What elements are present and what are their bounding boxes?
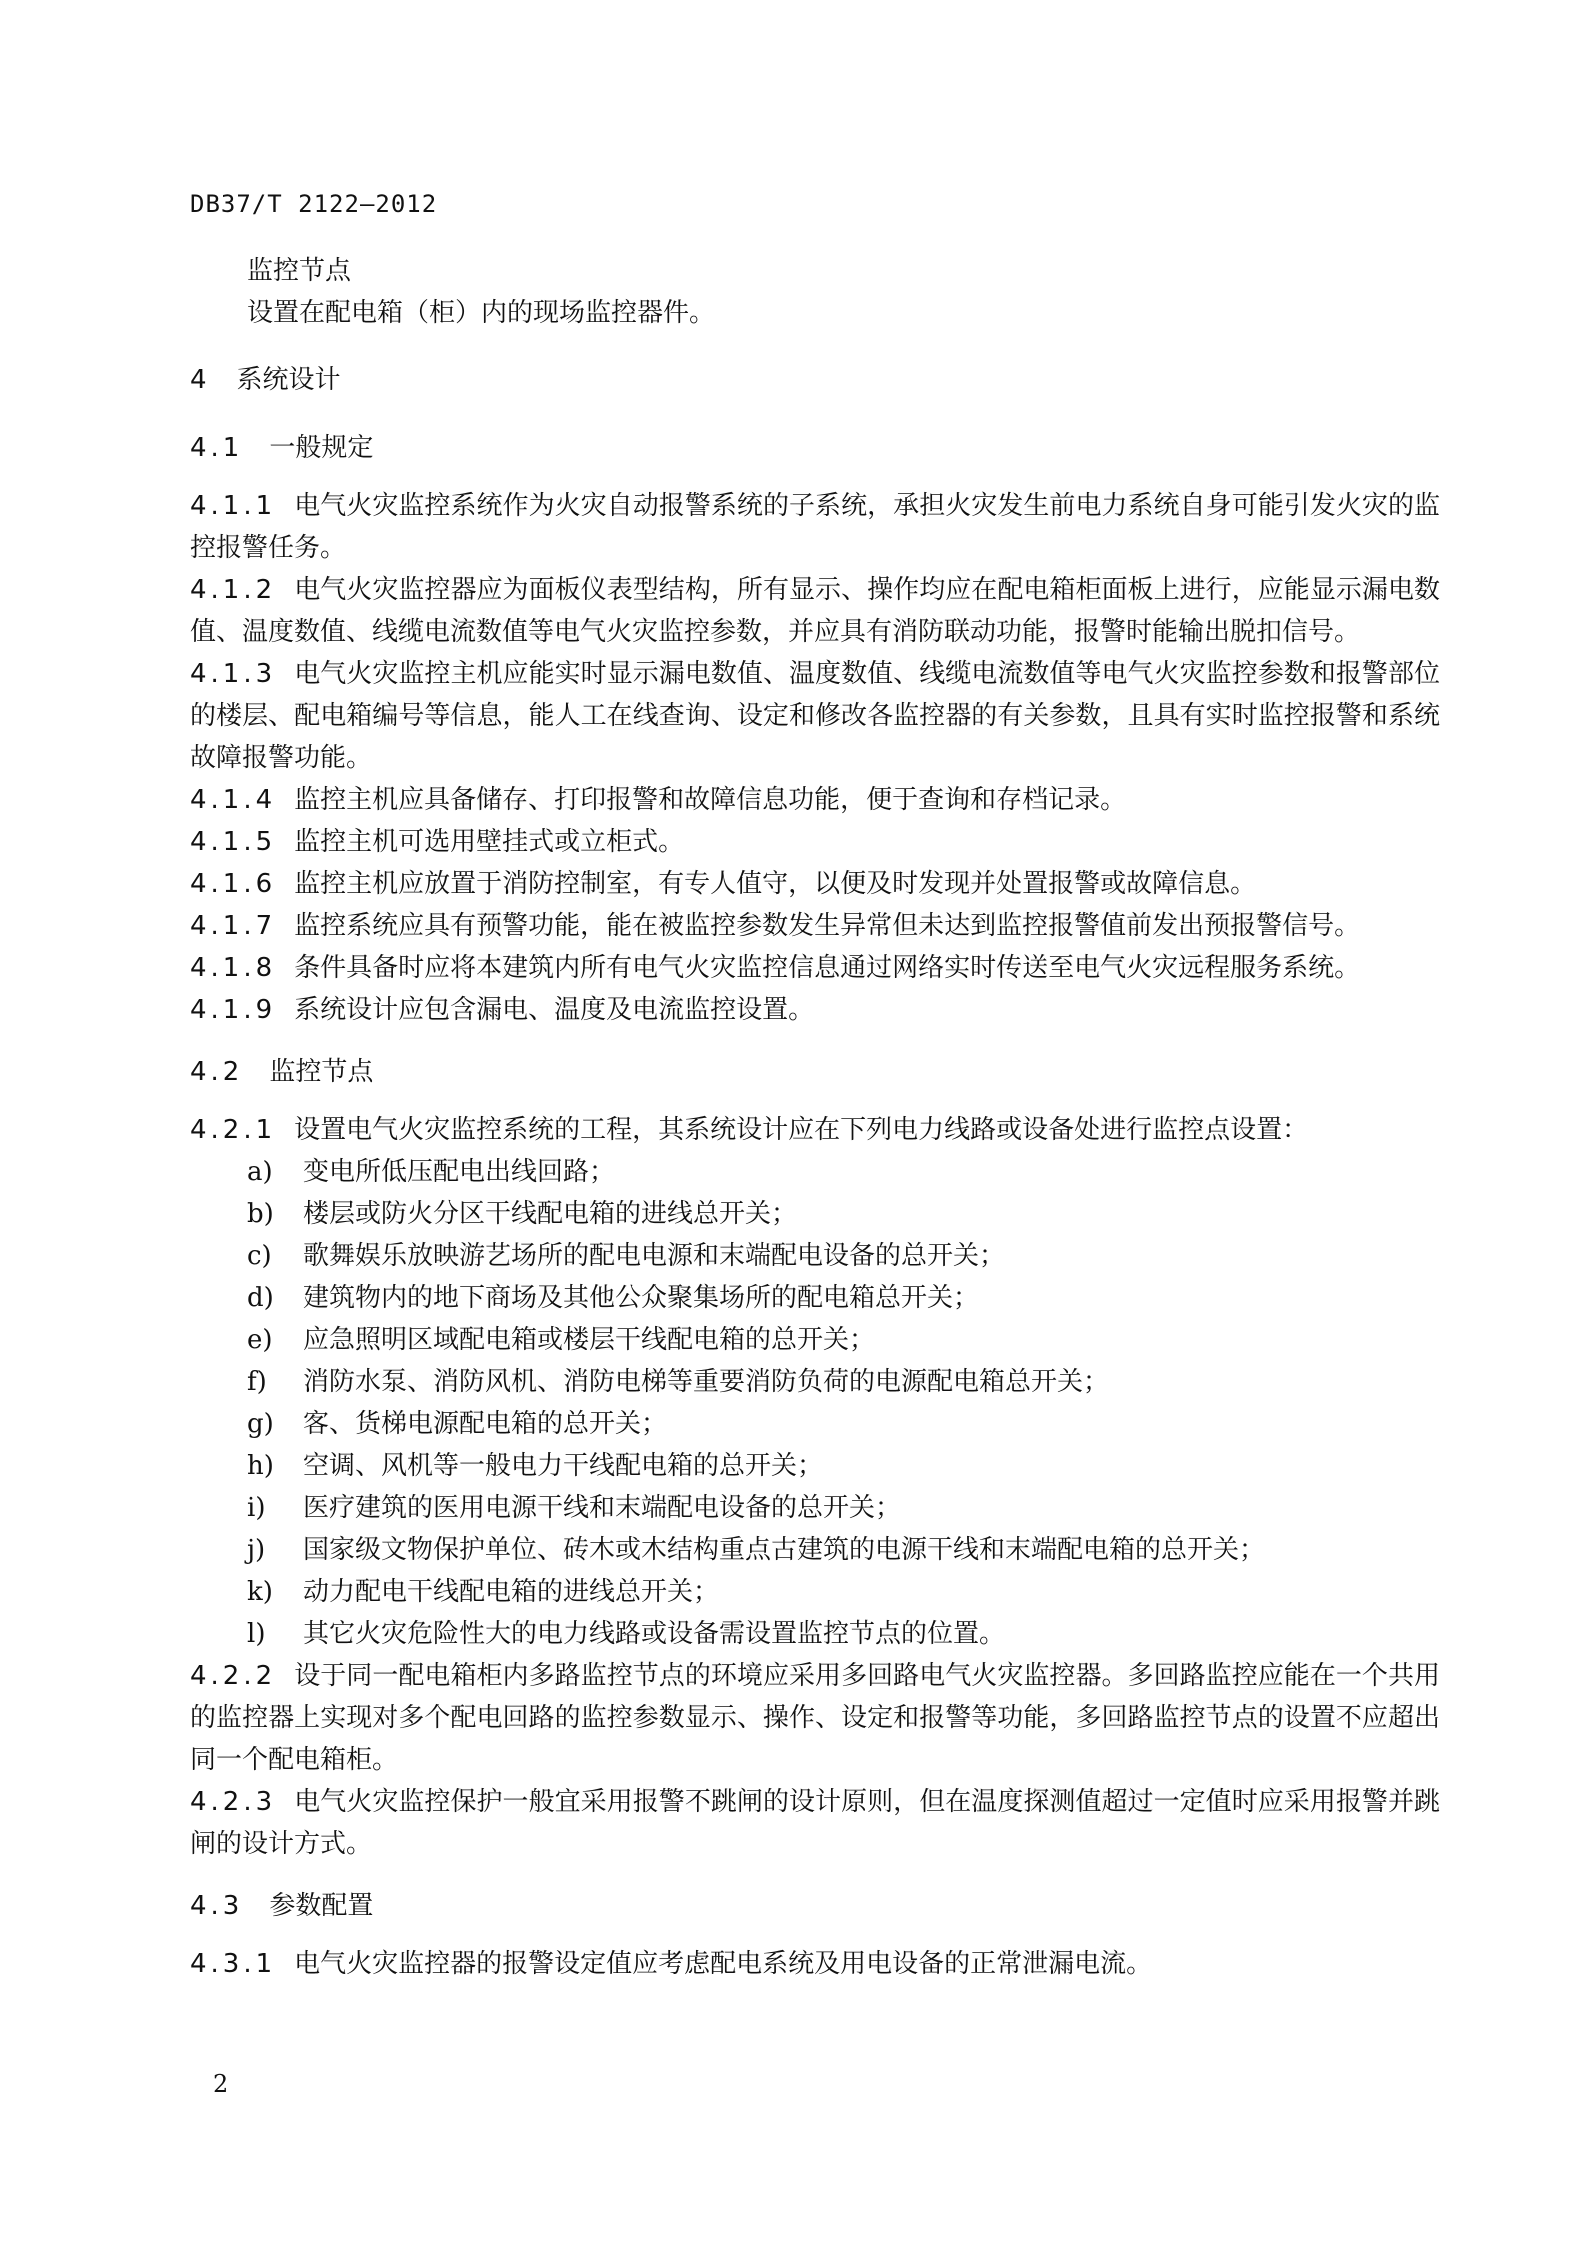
page-number: 2 — [213, 2070, 229, 2098]
clause-number: 4.1.9 — [190, 995, 277, 1025]
section-number: 4.2 — [190, 1057, 244, 1087]
list-marker: d) — [247, 1283, 274, 1313]
list-text: 变电所低压配电出线回路； — [303, 1157, 616, 1187]
clause-number: 4.1.7 — [190, 911, 277, 941]
clause-4-1-4 — [190, 779, 1440, 821]
clause-text: 监控系统应具有预警功能，能在被监控参数发生异常但未达到监控报警值前发出预报警信号。 — [294, 911, 1361, 941]
list-marker: j) — [247, 1535, 266, 1565]
clause-number: 4.1.2 — [190, 575, 277, 605]
list-marker: h) — [247, 1451, 274, 1481]
section-number: 4.1 — [190, 433, 244, 463]
list-text: 医疗建筑的医用电源干线和末端配电设备的总开关； — [303, 1493, 902, 1523]
clause-text: 监控主机应放置于消防控制室，有专人值守，以便及时发现并处置报警或故障信息。 — [294, 869, 1257, 899]
clause-number: 4.2.2 — [190, 1661, 277, 1691]
clause-number: 4.1.6 — [190, 869, 277, 899]
document-code-header: DB37/T 2122—2012 — [190, 190, 438, 218]
list-text: 消防水泵、消防风机、消防电梯等重要消防负荷的电源配电箱总开关； — [303, 1367, 1110, 1397]
clause-text: 系统设计应包含漏电、温度及电流监控设置。 — [294, 995, 815, 1025]
section-title: 一般规定 — [269, 433, 374, 463]
list-marker: g) — [247, 1409, 274, 1439]
clause-text: 电气火灾监控器的报警设定值应考虑配电系统及用电设备的正常泄漏电流。 — [294, 1949, 1153, 1979]
list-item — [190, 1445, 1440, 1487]
list-item — [190, 1613, 1440, 1655]
clause-text: 监控主机可选用壁挂式或立柜式。 — [294, 827, 685, 857]
section-title: 监控节点 — [269, 1057, 374, 1087]
page-body — [190, 250, 1440, 1985]
clause-4-1-5 — [190, 821, 1440, 863]
clause-text: 条件具备时应将本建筑内所有电气火灾监控信息通过网络实时传送至电气火灾远程服务系统。 — [294, 953, 1361, 983]
term-title: 监控节点 — [247, 256, 352, 286]
clause-4-2-2 — [190, 1655, 1440, 1781]
list-text: 动力配电干线配电箱的进线总开关； — [303, 1577, 720, 1607]
list-text: 其它火灾危险性大的电力线路或设备需设置监控节点的位置。 — [303, 1619, 1006, 1649]
list-text: 应急照明区域配电箱或楼层干线配电箱的总开关； — [303, 1325, 876, 1355]
clause-4-2-3 — [190, 1781, 1440, 1865]
clause-number: 4.3.1 — [190, 1949, 277, 1979]
section-number: 4 — [190, 365, 211, 395]
list-marker: l) — [247, 1619, 266, 1649]
list-text: 客、货梯电源配电箱的总开关； — [303, 1409, 668, 1439]
section-4-1-heading — [190, 427, 1440, 469]
clause-4-1-2 — [190, 569, 1440, 653]
clause-number: 4.2.3 — [190, 1787, 277, 1817]
clause-number: 4.1.3 — [190, 659, 277, 689]
clause-text: 电气火灾监控保护一般宜采用报警不跳闸的设计原则，但在温度探测值超过一定值时应采用报警并跳闸的设计方式。 — [190, 1787, 1440, 1859]
list-text: 歌舞娱乐放映游艺场所的配电电源和末端配电设备的总开关； — [303, 1241, 1006, 1271]
list-marker: b) — [247, 1199, 274, 1229]
section-4-3-heading — [190, 1885, 1440, 1927]
clause-4-1-7 — [190, 905, 1440, 947]
list-item — [190, 1151, 1440, 1193]
list-text: 建筑物内的地下商场及其他公众聚集场所的配电箱总开关； — [303, 1283, 980, 1313]
section-number: 4.3 — [190, 1891, 244, 1921]
clause-text: 监控主机应具备储存、打印报警和故障信息功能，便于查询和存档记录。 — [294, 785, 1127, 815]
clause-4-1-6 — [190, 863, 1440, 905]
clause-number: 4.1.5 — [190, 827, 277, 857]
clause-text: 电气火灾监控器应为面板仪表型结构，所有显示、操作均应在配电箱柜面板上进行，应能显示漏电数值、温度数值、线缆电流数值等电气火灾监控参数，并应具有消防联动功能，报警时能输出脱扣信号。 — [190, 575, 1440, 647]
list-item — [190, 1193, 1440, 1235]
term-definition: 设置在配电箱（柜）内的现场监控器件。 — [247, 298, 716, 328]
list-marker: e) — [247, 1325, 273, 1355]
section-4-2-heading — [190, 1051, 1440, 1093]
list-item — [190, 1361, 1440, 1403]
list-marker: k) — [247, 1577, 273, 1607]
clause-number: 4.1.1 — [190, 491, 277, 521]
section-title: 系统设计 — [236, 365, 341, 395]
clause-4-3-1 — [190, 1943, 1440, 1985]
section-4-heading — [190, 359, 1440, 401]
clause-number: 4.1.8 — [190, 953, 277, 983]
list-item — [190, 1487, 1440, 1529]
clause-text: 设于同一配电箱柜内多路监控节点的环境应采用多回路电气火灾监控器。多回路监控应能在一个共用的监控器上实现对多个配电回路的监控参数显示、操作、设定和报警等功能，多回路监控节点的设置不应超出同一个配电箱柜。 — [190, 1661, 1440, 1775]
clause-number: 4.1.4 — [190, 785, 277, 815]
list-item — [190, 1235, 1440, 1277]
section-title: 参数配置 — [269, 1891, 374, 1921]
list-text: 空调、风机等一般电力干线配电箱的总开关； — [303, 1451, 824, 1481]
clause-4-1-3 — [190, 653, 1440, 779]
list-marker: i) — [247, 1493, 266, 1523]
list-item — [190, 1277, 1440, 1319]
clause-text: 设置电气火灾监控系统的工程，其系统设计应在下列电力线路或设备处进行监控点设置： — [294, 1115, 1309, 1145]
list-item — [190, 1319, 1440, 1361]
list-text: 国家级文物保护单位、砖木或木结构重点古建筑的电源干线和末端配电箱的总开关； — [303, 1535, 1266, 1565]
list-item — [190, 1529, 1440, 1571]
list-item — [190, 1571, 1440, 1613]
list-marker: c) — [247, 1241, 272, 1271]
list-text: 楼层或防火分区干线配电箱的进线总开关； — [303, 1199, 798, 1229]
clause-4-1-8 — [190, 947, 1440, 989]
list-item — [190, 1403, 1440, 1445]
list-marker: f) — [247, 1367, 267, 1397]
clause-4-1-9 — [190, 989, 1440, 1031]
clause-4-2-1 — [190, 1109, 1440, 1151]
clause-number: 4.2.1 — [190, 1115, 277, 1145]
clause-4-1-1 — [190, 485, 1440, 569]
clause-text: 电气火灾监控系统作为火灾自动报警系统的子系统，承担火灾发生前电力系统自身可能引发火灾的监控报警任务。 — [190, 491, 1440, 563]
clause-text: 电气火灾监控主机应能实时显示漏电数值、温度数值、线缆电流数值等电气火灾监控参数和报警部位的楼层、配电箱编号等信息，能人工在线查询、设定和修改各监控器的有关参数，且具有实时监控报警和系统故障报警功能。 — [190, 659, 1440, 773]
list-marker: a) — [247, 1157, 273, 1187]
